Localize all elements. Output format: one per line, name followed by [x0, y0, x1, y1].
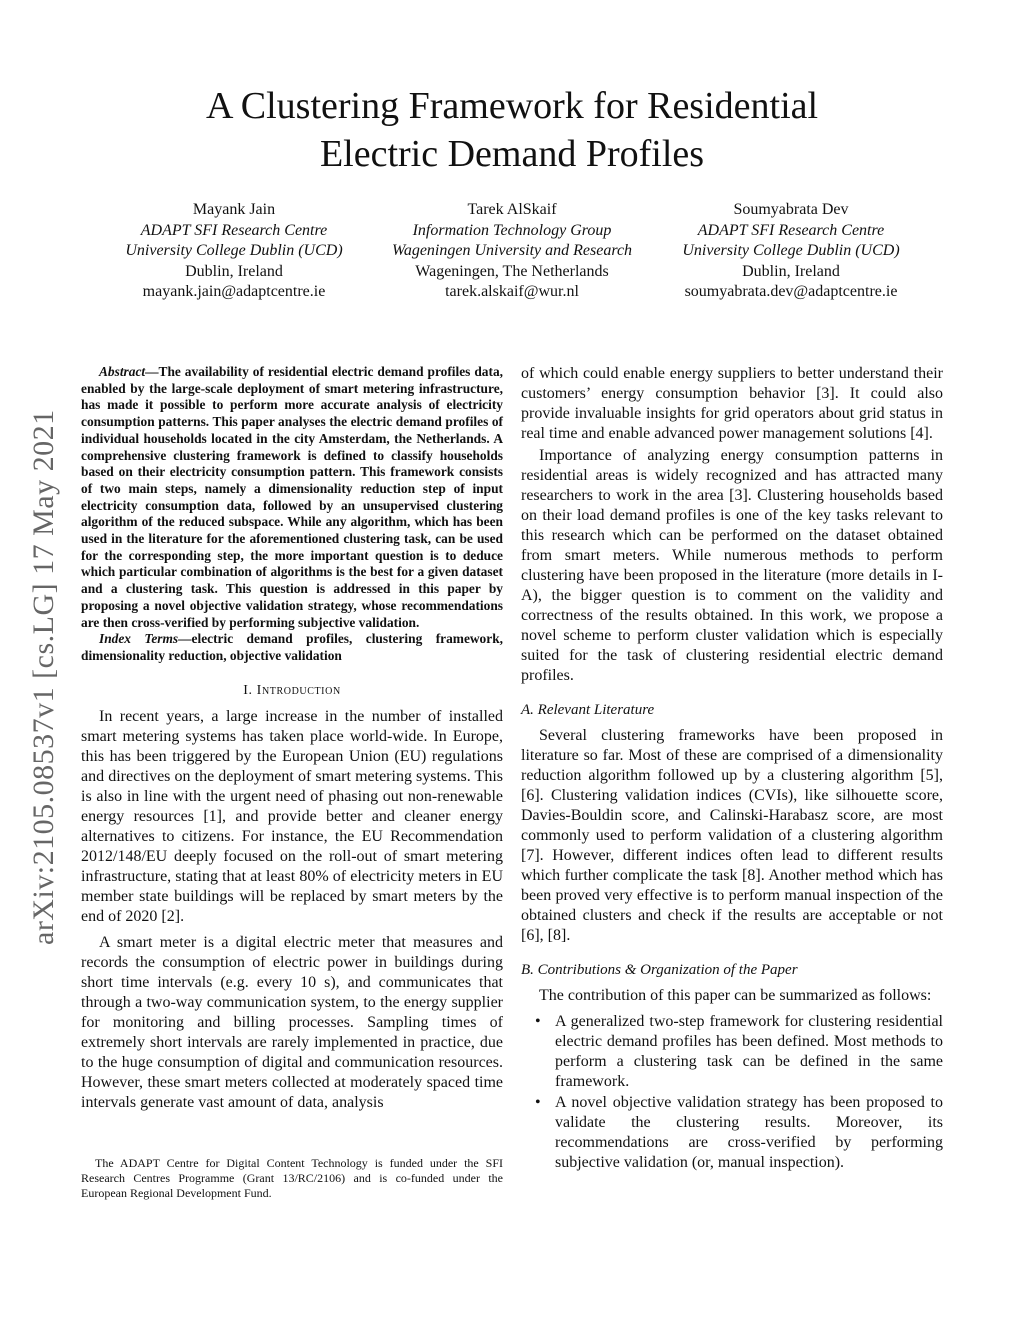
- intro-paragraph-2: A smart meter is a digital electric meter that measures and records the consumption of electric power in buildings during short time intervals (e.g. every 10 s), and communicates that through a two-way communication system, to the energy supplier for monitoring and billing processes. Sampling times of extremely short intervals are rarely implemented in practice, due to the huge consumption of digital and communication resources. However, these smart meters collected at moderately spaced time intervals generate vast amount of data, analysis: [81, 933, 503, 1111]
- abstract-label: Abstract: [99, 364, 146, 379]
- author-3: [626, 200, 956, 303]
- bullet-icon: •: [535, 1094, 541, 1111]
- contributions-list: [521, 1012, 943, 1173]
- literature-paragraph: Several clustering frameworks have been proposed in literature so far. Most of these are comprised of a dimensionality reduction algorithm followed up by a clustering algorithm [5], [6]. Clustering validation indices (CVIs), like silhouette score, Davies-Bouldin score, and Calinski-Harabasz score, are most commonly used to perform validation of a clustering algorithm [7]. However, different indices often lead to different results which further complicate the task [8]. Another method which has been proved very effective is to perform manual inspection of the obtained clusters and check if the results are acceptable or not [6], [8].: [521, 727, 943, 944]
- contribution-text: A generalized two-step framework for clustering residential electric demand profiles has been defined. Most methods to perform a clustering task can be defined in the same framework.: [555, 1013, 943, 1090]
- list-item: [521, 1093, 943, 1173]
- footnote: The ADAPT Centre for Digital Content Technology is funded under the SFI Research Centres Programme (Grant 13/RC/2106) and is co-funded under the European Regional Development Fund.: [81, 1156, 503, 1200]
- author-email: tarek.alskaif@wur.nl: [445, 283, 579, 300]
- contributions-intro: The contribution of this paper can be summarized as follows:: [539, 987, 932, 1004]
- intro-paragraph-3: of which could enable energy suppliers to better understand their customers’ energy consumption behavior [3]. It could also provide invaluable insights for grid operators about grid status in real time and enable advanced power management solutions [4].: [521, 365, 943, 442]
- author-institution: Wageningen University and Research: [391, 242, 633, 259]
- author-name: Tarek AlSkaif: [467, 201, 557, 218]
- author-location: Dublin, Ireland: [742, 262, 840, 280]
- abstract-text: —The availability of residential electric demand profiles data, enabled by the large-scale deployment of smart metering infrastructure, has made it possible to perform more accurate analysis of electricity consumption patterns. This paper analyses the electric demand profiles of individual households located in the city Amsterdam, the Netherlands. A comprehensive clustering framework is defined to classify households based on their electricity consumption pattern. This framework consists of two main steps, namely a dimensionality reduction step of input electricity consumption data, followed by an unsupervised clustering algorithm of the reduced subspace. While any algorithm, which has been used in the literature for the aforementioned clustering task, can be used for the corresponding step, the more important question is to deduce which particular combination of algorithms is the best for a given dataset and a clustering task. This question is addressed in this paper by proposing a novel objective validation strategy, whose recommendations are then cross-verified by performing subjective validation.: [81, 364, 503, 630]
- intro-paragraph-4: Importance of analyzing energy consumption patterns in residential areas is widely recognized and has attracted many researchers to work in the area [3]. Clustering households based on their load demand profiles is one of the key tasks relevant to this research which can be performed on the dataset obtained from smart meters. While numerous methods to perform clustering have been proposed in the literature (more details in I-A), the bigger question is to comment on the validity and correctness of the results obtained. In this work, we propose a novel scheme to perform cluster validation which is especially suited for the task of clustering residential electric demand profiles.: [521, 447, 943, 684]
- left-column: [81, 364, 503, 1113]
- author-name: Soumyabrata Dev: [733, 201, 849, 218]
- abstract: [81, 364, 503, 665]
- subsection-heading-contributions: B. Contributions & Organization of the Paper: [521, 962, 798, 978]
- author-email: soumyabrata.dev@adaptcentre.ie: [684, 283, 898, 300]
- author-location: Wageningen, The Netherlands: [415, 262, 609, 280]
- paper-title: [0, 82, 1024, 178]
- subsection-heading-relevant-literature: A. Relevant Literature: [521, 702, 655, 718]
- author-institution: University College Dublin (UCD): [125, 242, 343, 259]
- author-institution: University College Dublin (UCD): [682, 242, 900, 259]
- index-terms-text: —electric demand profiles, clustering framework, dimensionality reduction, objective validation: [81, 631, 503, 663]
- author-email: mayank.jain@adaptcentre.ie: [142, 283, 326, 300]
- arxiv-stamp: arXiv:2105.08537v1 [cs.LG] 17 May 2021: [27, 409, 60, 945]
- author-affiliation: Information Technology Group: [412, 221, 612, 239]
- index-terms-label: Index Terms: [99, 631, 179, 647]
- section-heading-introduction: I. Introduction: [243, 682, 341, 698]
- list-item: [521, 1012, 943, 1092]
- intro-paragraph-1: In recent years, a large increase in the number of installed smart metering systems has taken place world-wide. In Europe, this has been triggered by the European Union (EU) regulations and directives on the deployment of smart metering systems. This is also in line with the urgent need of phasing out non-renewable energy resources [1], and provide better and cleaner energy alternatives to citizens. For instance, the EU Recommendation 2012/148/EU deeply focused on the roll-out of smart metering infrastructure, stating that at least 80% of electricity meters in EU member state buildings will be replaced by smart meters by the end of 2020 [2].: [81, 707, 503, 925]
- title-line-1: A Clustering Framework for Residential: [205, 85, 819, 127]
- author-location: Dublin, Ireland: [185, 262, 283, 280]
- contribution-text: A novel objective validation strategy has been proposed to validate the clustering results. Moreover, its recommendations are cross-verified by performing subjective validation (or, manual inspection).: [555, 1094, 943, 1171]
- title-line-2: Electric Demand Profiles: [319, 133, 705, 175]
- author-affiliation: ADAPT SFI Research Centre: [140, 221, 328, 239]
- author-name: Mayank Jain: [192, 201, 276, 218]
- author-affiliation: ADAPT SFI Research Centre: [697, 221, 885, 239]
- right-column: [521, 364, 943, 1174]
- bullet-icon: •: [535, 1013, 541, 1030]
